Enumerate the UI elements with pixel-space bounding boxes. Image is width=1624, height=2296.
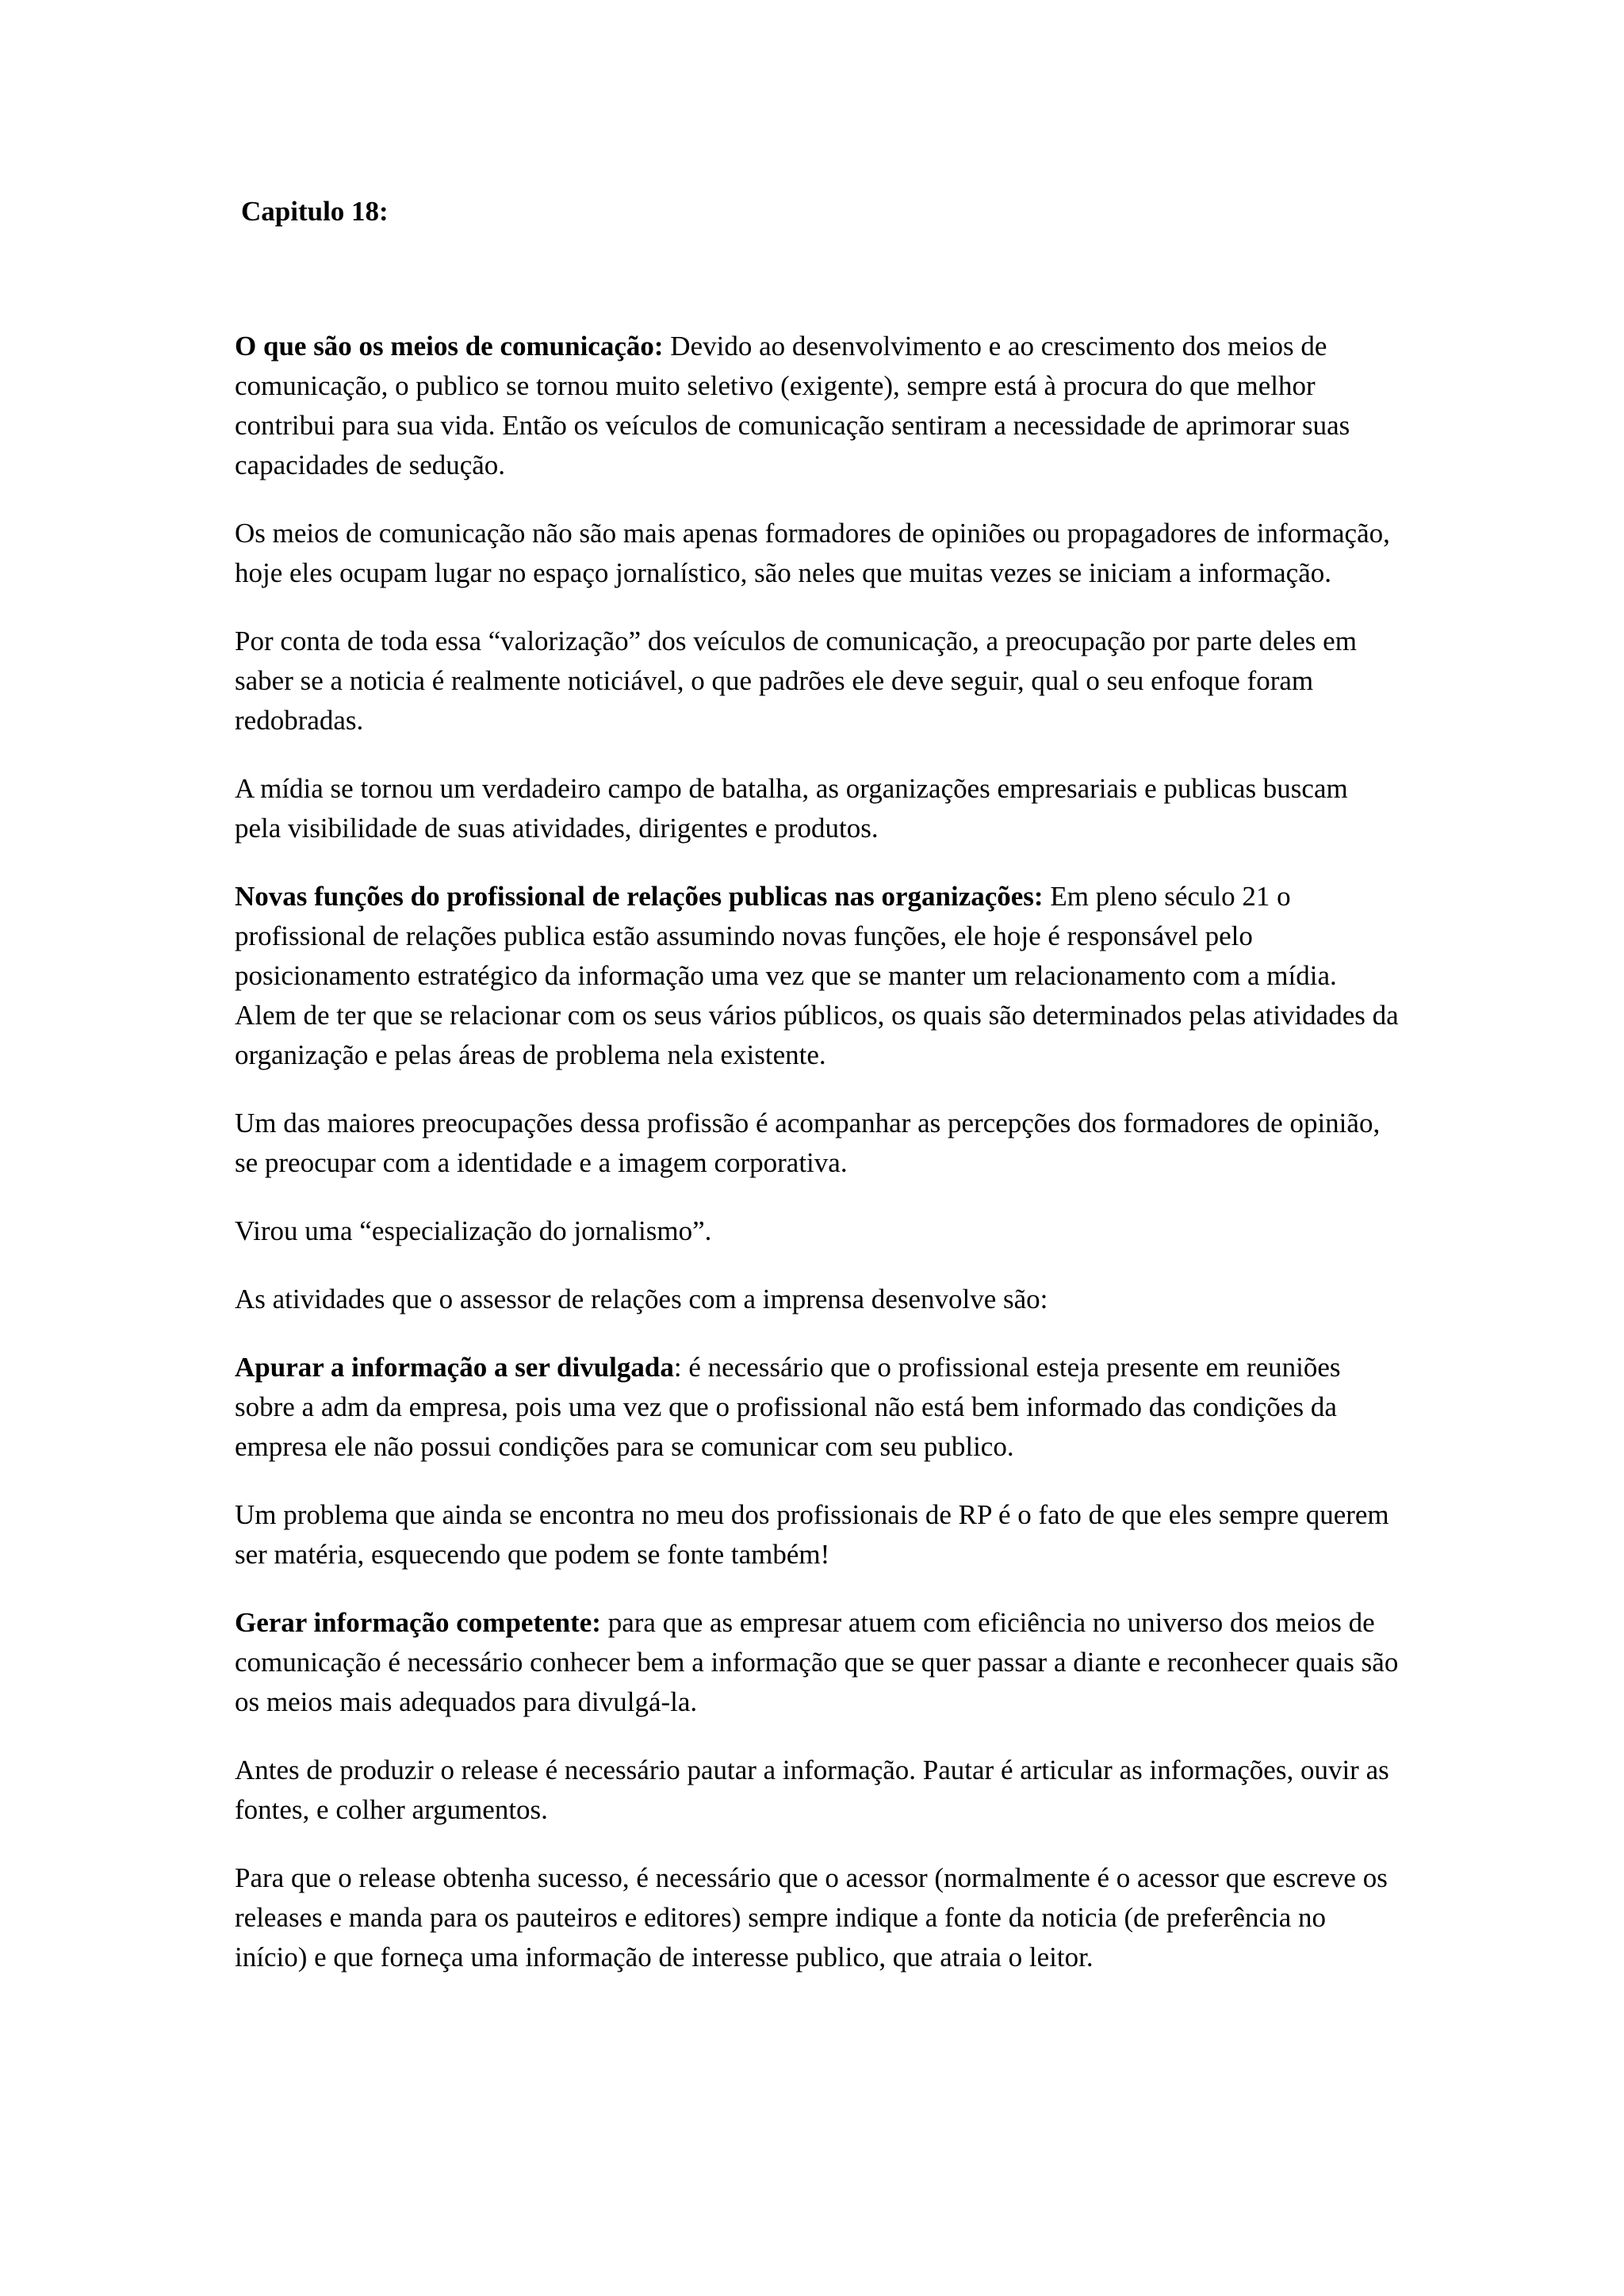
paragraph-text: Antes de produzir o release é necessário pautar a informação. Pautar é articular as informações, ouvir as fontes, e colher argumentos. <box>235 1755 1389 1825</box>
paragraph-novas-funcoes <box>235 877 1400 1075</box>
paragraph-text: para que as empresar atuem com eficiência no universo dos meios de comunicação é necessário conhecer bem a informação que se quer passar a diante e reconhecer quais são os meios mais adequados para divulgá-la. <box>235 1607 1399 1717</box>
paragraph <box>235 1751 1400 1830</box>
paragraph-heading: Apurar a informação a ser divulgada <box>235 1352 674 1383</box>
paragraph <box>235 1280 1400 1319</box>
paragraph <box>235 622 1400 740</box>
paragraph-text: Um das maiores preocupações dessa profissão é acompanhar as percepções dos formadores de opinião, se preocupar com a identidade e a imagem corporativa. <box>235 1108 1381 1178</box>
paragraph-text: As atividades que o assessor de relações com a imprensa desenvolve são: <box>235 1284 1048 1314</box>
paragraph <box>235 1858 1400 1977</box>
paragraph-heading: O que são os meios de comunicação: <box>235 331 664 362</box>
paragraph-text: Para que o release obtenha sucesso, é necessário que o acessor (normalmente é o acessor que escreve os releases e manda para os pauteiros e editores) sempre indique a fonte da noticia (de preferência no início) e que forneça uma informação de interesse publico, que atraia o leitor. <box>235 1862 1388 1973</box>
paragraph-text: Os meios de comunicação não são mais apenas formadores de opiniões ou propagadores de informação, hoje eles ocupam lugar no espaço jornalístico, são neles que muitas vezes se iniciam a informação. <box>235 518 1390 588</box>
paragraph <box>235 1211 1400 1251</box>
paragraph-apurar-informacao <box>235 1348 1400 1467</box>
paragraph-text: Um problema que ainda se encontra no meu dos profissionais de RP é o fato de que eles sempre querem ser matéria, esquecendo que podem se fonte também! <box>235 1499 1389 1570</box>
paragraph-text: : é necessário que o profissional esteja presente em reuniões sobre a adm da empresa, pois uma vez que o profissional não está bem informado das condições da empresa ele não possui condições para se comunicar com seu publico. <box>235 1352 1341 1462</box>
paragraph <box>235 1495 1400 1575</box>
paragraph <box>235 514 1400 593</box>
paragraph-gerar-informacao <box>235 1603 1400 1722</box>
chapter-title: Capitulo 18: <box>241 196 389 227</box>
paragraph <box>235 1104 1400 1183</box>
paragraph <box>235 769 1400 848</box>
paragraph-text: Em pleno século 21 o profissional de relações publica estão assumindo novas funções, ele hoje é responsável pelo posicionamento estratégico da informação uma vez que se manter um relacionamento com a mídia. Alem de ter que se relacionar com os seus vários públicos, os quais são determinados pelas atividades da organização e pelas áreas de problema nela existente. <box>235 881 1399 1070</box>
paragraph-text: Virou uma “especialização do jornalismo”. <box>235 1215 712 1246</box>
paragraph-text: A mídia se tornou um verdadeiro campo de batalha, as organizações empresariais e publicas buscam pela visibilidade de suas atividades, dirigentes e produtos. <box>235 773 1348 844</box>
paragraph-heading: Novas funções do profissional de relações publicas nas organizações: <box>235 881 1044 912</box>
paragraph-meios-de-comunicacao <box>235 327 1400 485</box>
paragraph-text: Por conta de toda essa “valorização” dos veículos de comunicação, a preocupação por parte deles em saber se a noticia é realmente noticiável, o que padrões ele deve seguir, qual o seu enfoque foram redobradas. <box>235 626 1357 736</box>
paragraph-text: Devido ao desenvolvimento e ao crescimento dos meios de comunicação, o publico se tornou muito seletivo (exigente), sempre está à procura do que melhor contribui para sua vida. Então os veículos de comunicação sentiram a necessidade de aprimorar suas capacidades de sedução. <box>235 331 1350 480</box>
paragraph-heading: Gerar informação competente: <box>235 1607 601 1638</box>
document-body <box>235 327 1400 2006</box>
